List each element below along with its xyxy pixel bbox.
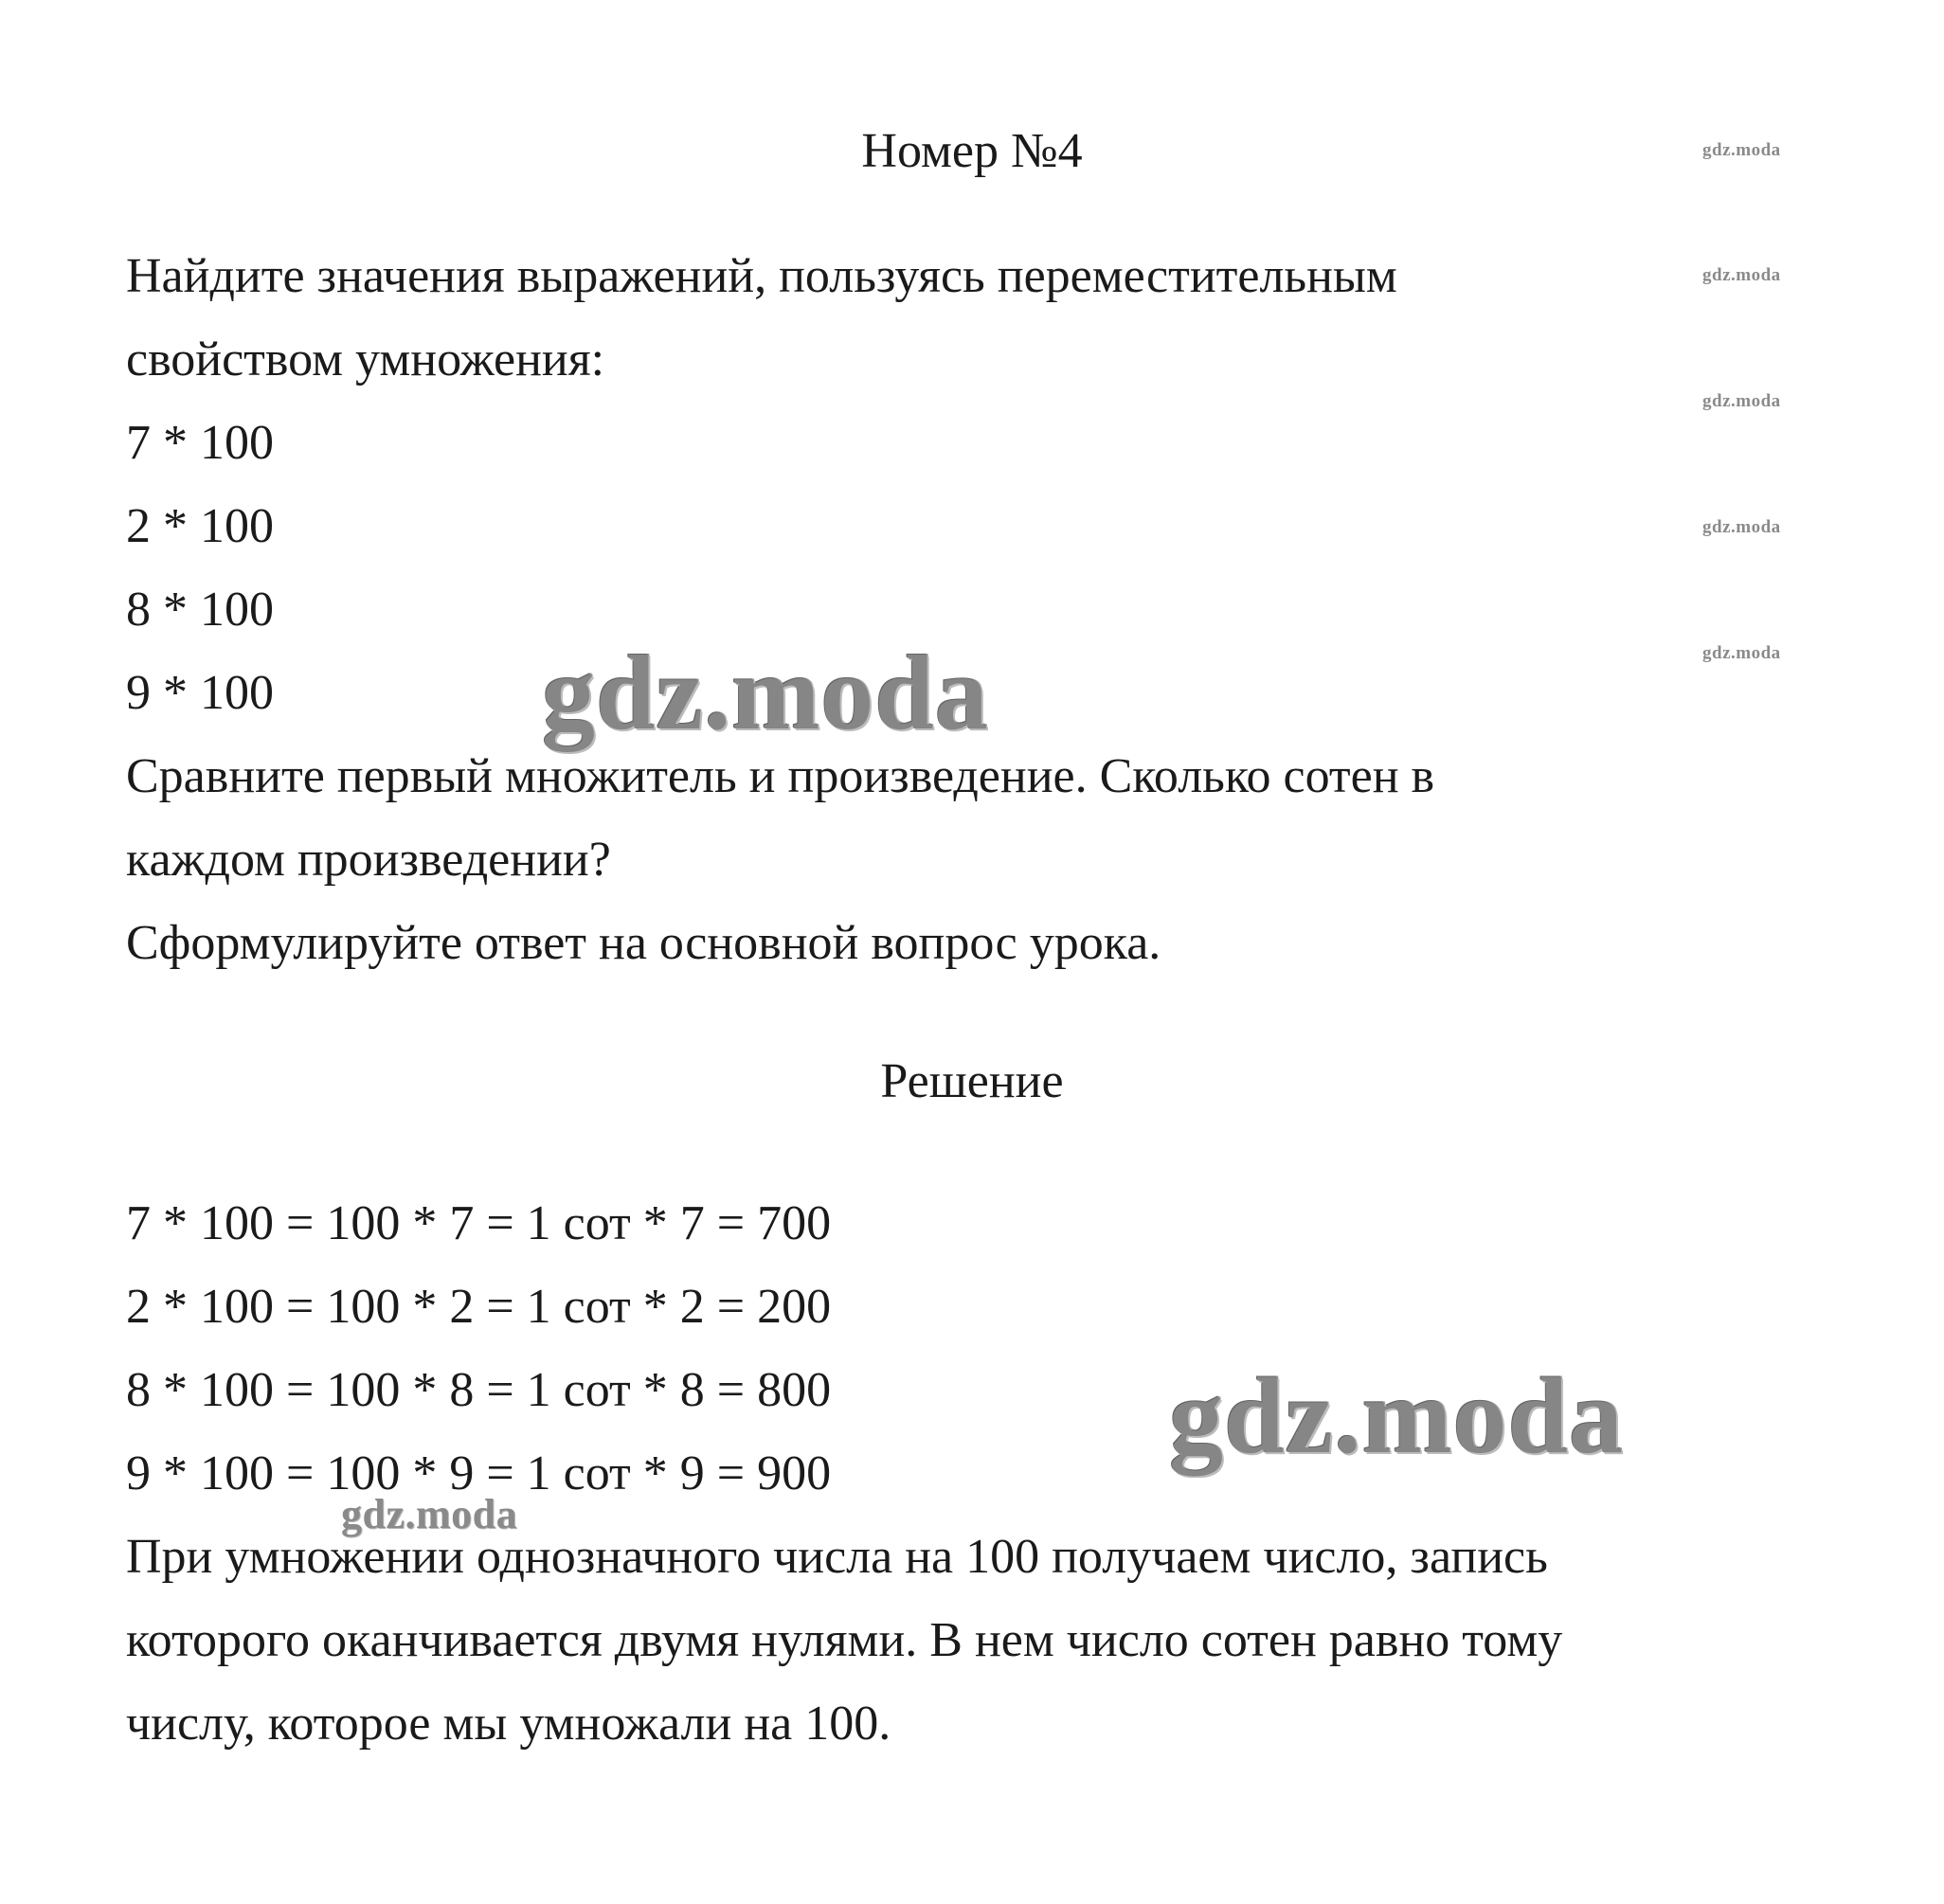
solution-equation: 8 * 100 = 100 * 8 = 1 сот * 8 = 800 bbox=[126, 1363, 832, 1417]
task-line: Сравните первый множитель и произведение. Сколько сотен в bbox=[126, 749, 1435, 803]
task-line: свойством умножения: bbox=[126, 332, 605, 386]
task-line: каждом произведении? bbox=[126, 833, 611, 887]
solution-equation: 9 * 100 = 100 * 9 = 1 сот * 9 = 900 bbox=[126, 1446, 832, 1500]
page-title: Номер №4 bbox=[861, 124, 1083, 178]
watermark-large: gdz.moda bbox=[542, 635, 989, 752]
watermark: gdz.moda bbox=[1702, 391, 1781, 411]
solution-conclusion: При умножении однозначного числа на 100 получаем число, запись bbox=[126, 1530, 1548, 1584]
watermark: gdz.moda bbox=[1702, 140, 1781, 160]
task-line: Сформулируйте ответ на основной вопрос урока. bbox=[126, 916, 1161, 970]
watermark: gdz.moda bbox=[341, 1491, 518, 1537]
solution-heading: Решение bbox=[880, 1054, 1064, 1108]
task-expression: 8 * 100 bbox=[126, 583, 274, 637]
watermark: gdz.moda bbox=[1702, 517, 1781, 537]
watermark: gdz.moda bbox=[1702, 643, 1781, 663]
solution-equation: 7 * 100 = 100 * 7 = 1 сот * 7 = 700 bbox=[126, 1196, 832, 1250]
solution-conclusion: которого оканчивается двумя нулями. В нем число сотен равно тому bbox=[126, 1613, 1563, 1667]
task-line: Найдите значения выражений, пользуясь переместительным bbox=[126, 249, 1397, 303]
task-expression: 9 * 100 bbox=[126, 666, 274, 720]
task-expression: 2 * 100 bbox=[126, 499, 274, 553]
watermark-large: gdz.moda bbox=[1169, 1356, 1624, 1476]
solution-equation: 2 * 100 = 100 * 2 = 1 сот * 2 = 200 bbox=[126, 1280, 832, 1334]
watermark: gdz.moda bbox=[1702, 265, 1781, 285]
solution-conclusion: числу, которое мы умножали на 100. bbox=[126, 1697, 891, 1751]
task-expression: 7 * 100 bbox=[126, 416, 274, 470]
